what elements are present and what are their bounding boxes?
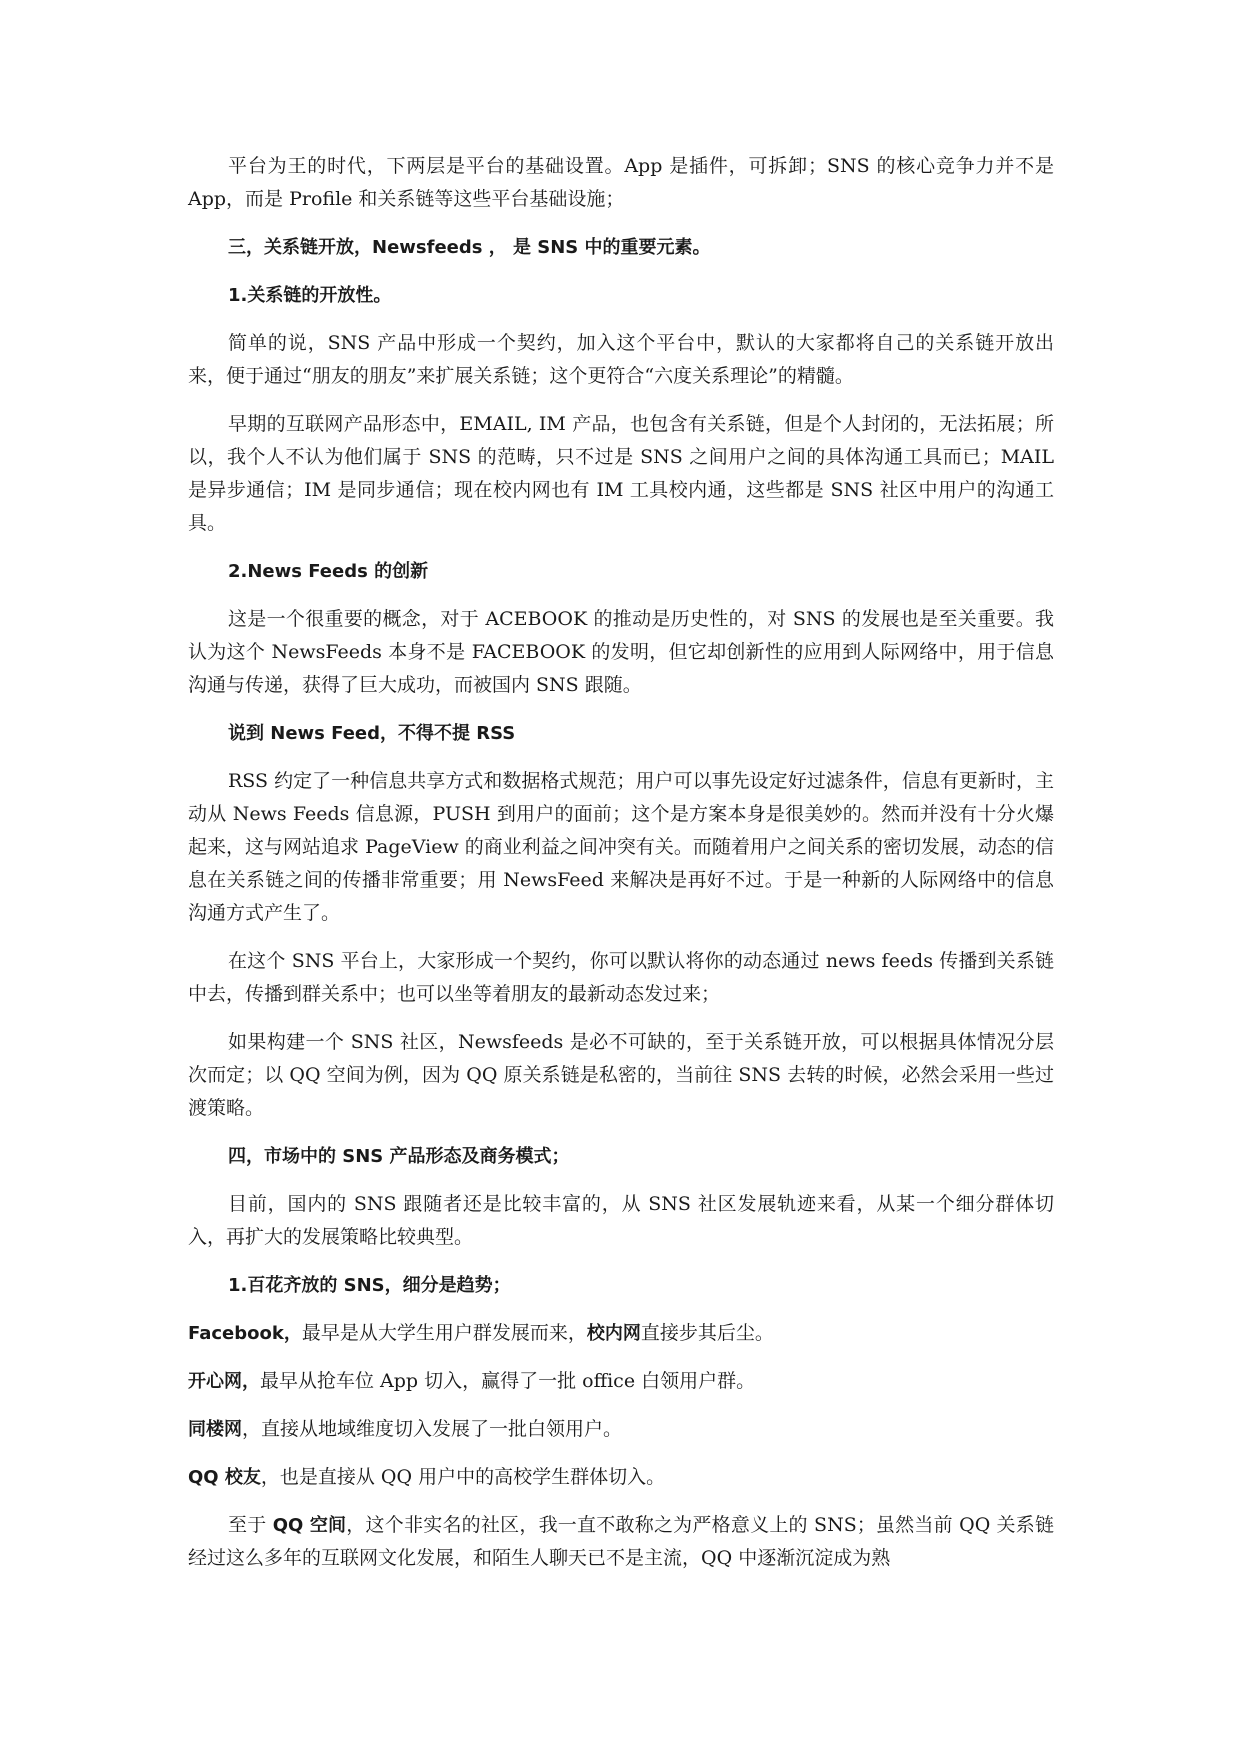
bold-text: QQ 空间 <box>272 1515 347 1536</box>
bold-text: 1.关系链的开放性。 <box>228 285 392 306</box>
bold-text: 四，市场中的 SNS 产品形态及商务模式； <box>228 1146 570 1167</box>
text-run: 平台为王的时代，下两层是平台的基础设置。App 是插件，可拆卸；SNS 的核心竞争力并不是 App，而是 Profile 和关系链等这些平台基础设施； <box>188 155 1054 210</box>
paragraph <box>188 1509 1054 1575</box>
bold-text: 三，关系链开放，Newsfeeds ， 是 SNS 中的重要元素。 <box>228 237 711 258</box>
bold-text: 开心网， <box>188 1371 260 1392</box>
text-run: 最早从抢车位 App 切入，赢得了一批 office 白领用户群。 <box>260 1370 756 1392</box>
paragraph <box>188 603 1054 702</box>
text-run: ，也是直接从 QQ 用户中的高校学生群体切入。 <box>260 1466 666 1488</box>
text-run: 简单的说，SNS 产品中形成一个契约，加入这个平台中，默认的大家都将自己的关系链开放出来，便于通过“朋友的朋友”来扩展关系链；这个更符合“六度关系理论”的精髓。 <box>188 332 1054 387</box>
text-run: 这是一个很重要的概念，对于 ACEBOOK 的推动是历史性的，对 SNS 的发展也是至关重要。我认为这个 NewsFeeds 本身不是 FACEBOOK 的发明，但它却创新性的应用到人际网络中，用于信息沟通与传递，获得了巨大成功，而被国内 SNS 跟随。 <box>188 608 1054 696</box>
paragraph <box>188 1461 1054 1494</box>
text-run: 如果构建一个 SNS 社区，Newsfeeds 是必不可缺的，至于关系链开放，可以根据具体情况分层次而定；以 QQ 空间为例，因为 QQ 原关系链是私密的，当前往 SNS 去转的时候，必然会采用一些过渡策略。 <box>188 1031 1054 1119</box>
paragraph <box>188 1365 1054 1398</box>
paragraph <box>188 408 1054 540</box>
text-run: ，这个非实名的社区，我一直不敢称之为严格意义上的 SNS；虽然当前 QQ 关系链经过这么多年的互联网文化发展，和陌生人聊天已不是主流，QQ 中逐渐沉淀成为熟 <box>188 1514 1054 1569</box>
bold-text: Facebook， <box>188 1323 302 1344</box>
text-run: 在这个 SNS 平台上，大家形成一个契约，你可以默认将你的动态通过 news feeds 传播到关系链中去，传播到群关系中；也可以坐等着朋友的最新动态发过来； <box>188 950 1054 1005</box>
paragraph <box>188 1413 1054 1446</box>
section-heading <box>188 279 1054 312</box>
section-heading <box>188 717 1054 750</box>
paragraph <box>188 945 1054 1011</box>
text-run: 至于 <box>228 1514 273 1536</box>
bold-text: 校内网 <box>586 1323 641 1344</box>
paragraph <box>188 1188 1054 1254</box>
text-run: ，直接从地域维度切入发展了一批白领用户。 <box>242 1418 623 1440</box>
bold-text: 1.百花齐放的 SNS，细分是趋势； <box>228 1275 511 1296</box>
section-heading <box>188 555 1054 588</box>
paragraph <box>188 327 1054 393</box>
paragraph <box>188 765 1054 930</box>
paragraph <box>188 1026 1054 1125</box>
paragraph <box>188 150 1054 216</box>
section-heading <box>188 1269 1054 1302</box>
section-heading <box>188 231 1054 264</box>
paragraph <box>188 1317 1054 1350</box>
bold-text: QQ 校友 <box>188 1467 261 1488</box>
text-run: RSS 约定了一种信息共享方式和数据格式规范；用户可以事先设定好过滤条件，信息有更新时，主动从 News Feeds 信息源，PUSH 到用户的面前；这个是方案本身是很美妙的。然而并没有十分火爆起来，这与网站追求 PageView 的商业利益之间冲突有关。而随着用户之间关系的密切发展，动态的信息在关系链之间的传播非常重要；用 NewsFeed 来解决是再好不过。于是一种新的人际网络中的信息沟通方式产生了。 <box>188 770 1054 924</box>
bold-text: 2.News Feeds 的创新 <box>228 561 429 582</box>
bold-text: 同楼网 <box>188 1419 242 1440</box>
text-run: 最早是从大学生用户群发展而来， <box>301 1322 587 1344</box>
text-run: 早期的互联网产品形态中，EMAIL, IM 产品，也包含有关系链，但是个人封闭的，无法拓展；所以，我个人不认为他们属于 SNS 的范畴，只不过是 SNS 之间用户之间的具体沟通工具而已；MAIL 是异步通信；IM 是同步通信；现在校内网也有 IM 工具校内通，这些都是 SNS 社区中用户的沟通工具。 <box>188 413 1054 534</box>
text-run: 直接步其后尘。 <box>640 1322 774 1344</box>
bold-text: 说到 News Feed，不得不提 RSS <box>228 723 516 744</box>
text-run: 目前，国内的 SNS 跟随者还是比较丰富的，从 SNS 社区发展轨迹来看，从某一个细分群体切入，再扩大的发展策略比较典型。 <box>188 1193 1054 1248</box>
section-heading <box>188 1140 1054 1173</box>
document-body <box>188 150 1054 1575</box>
